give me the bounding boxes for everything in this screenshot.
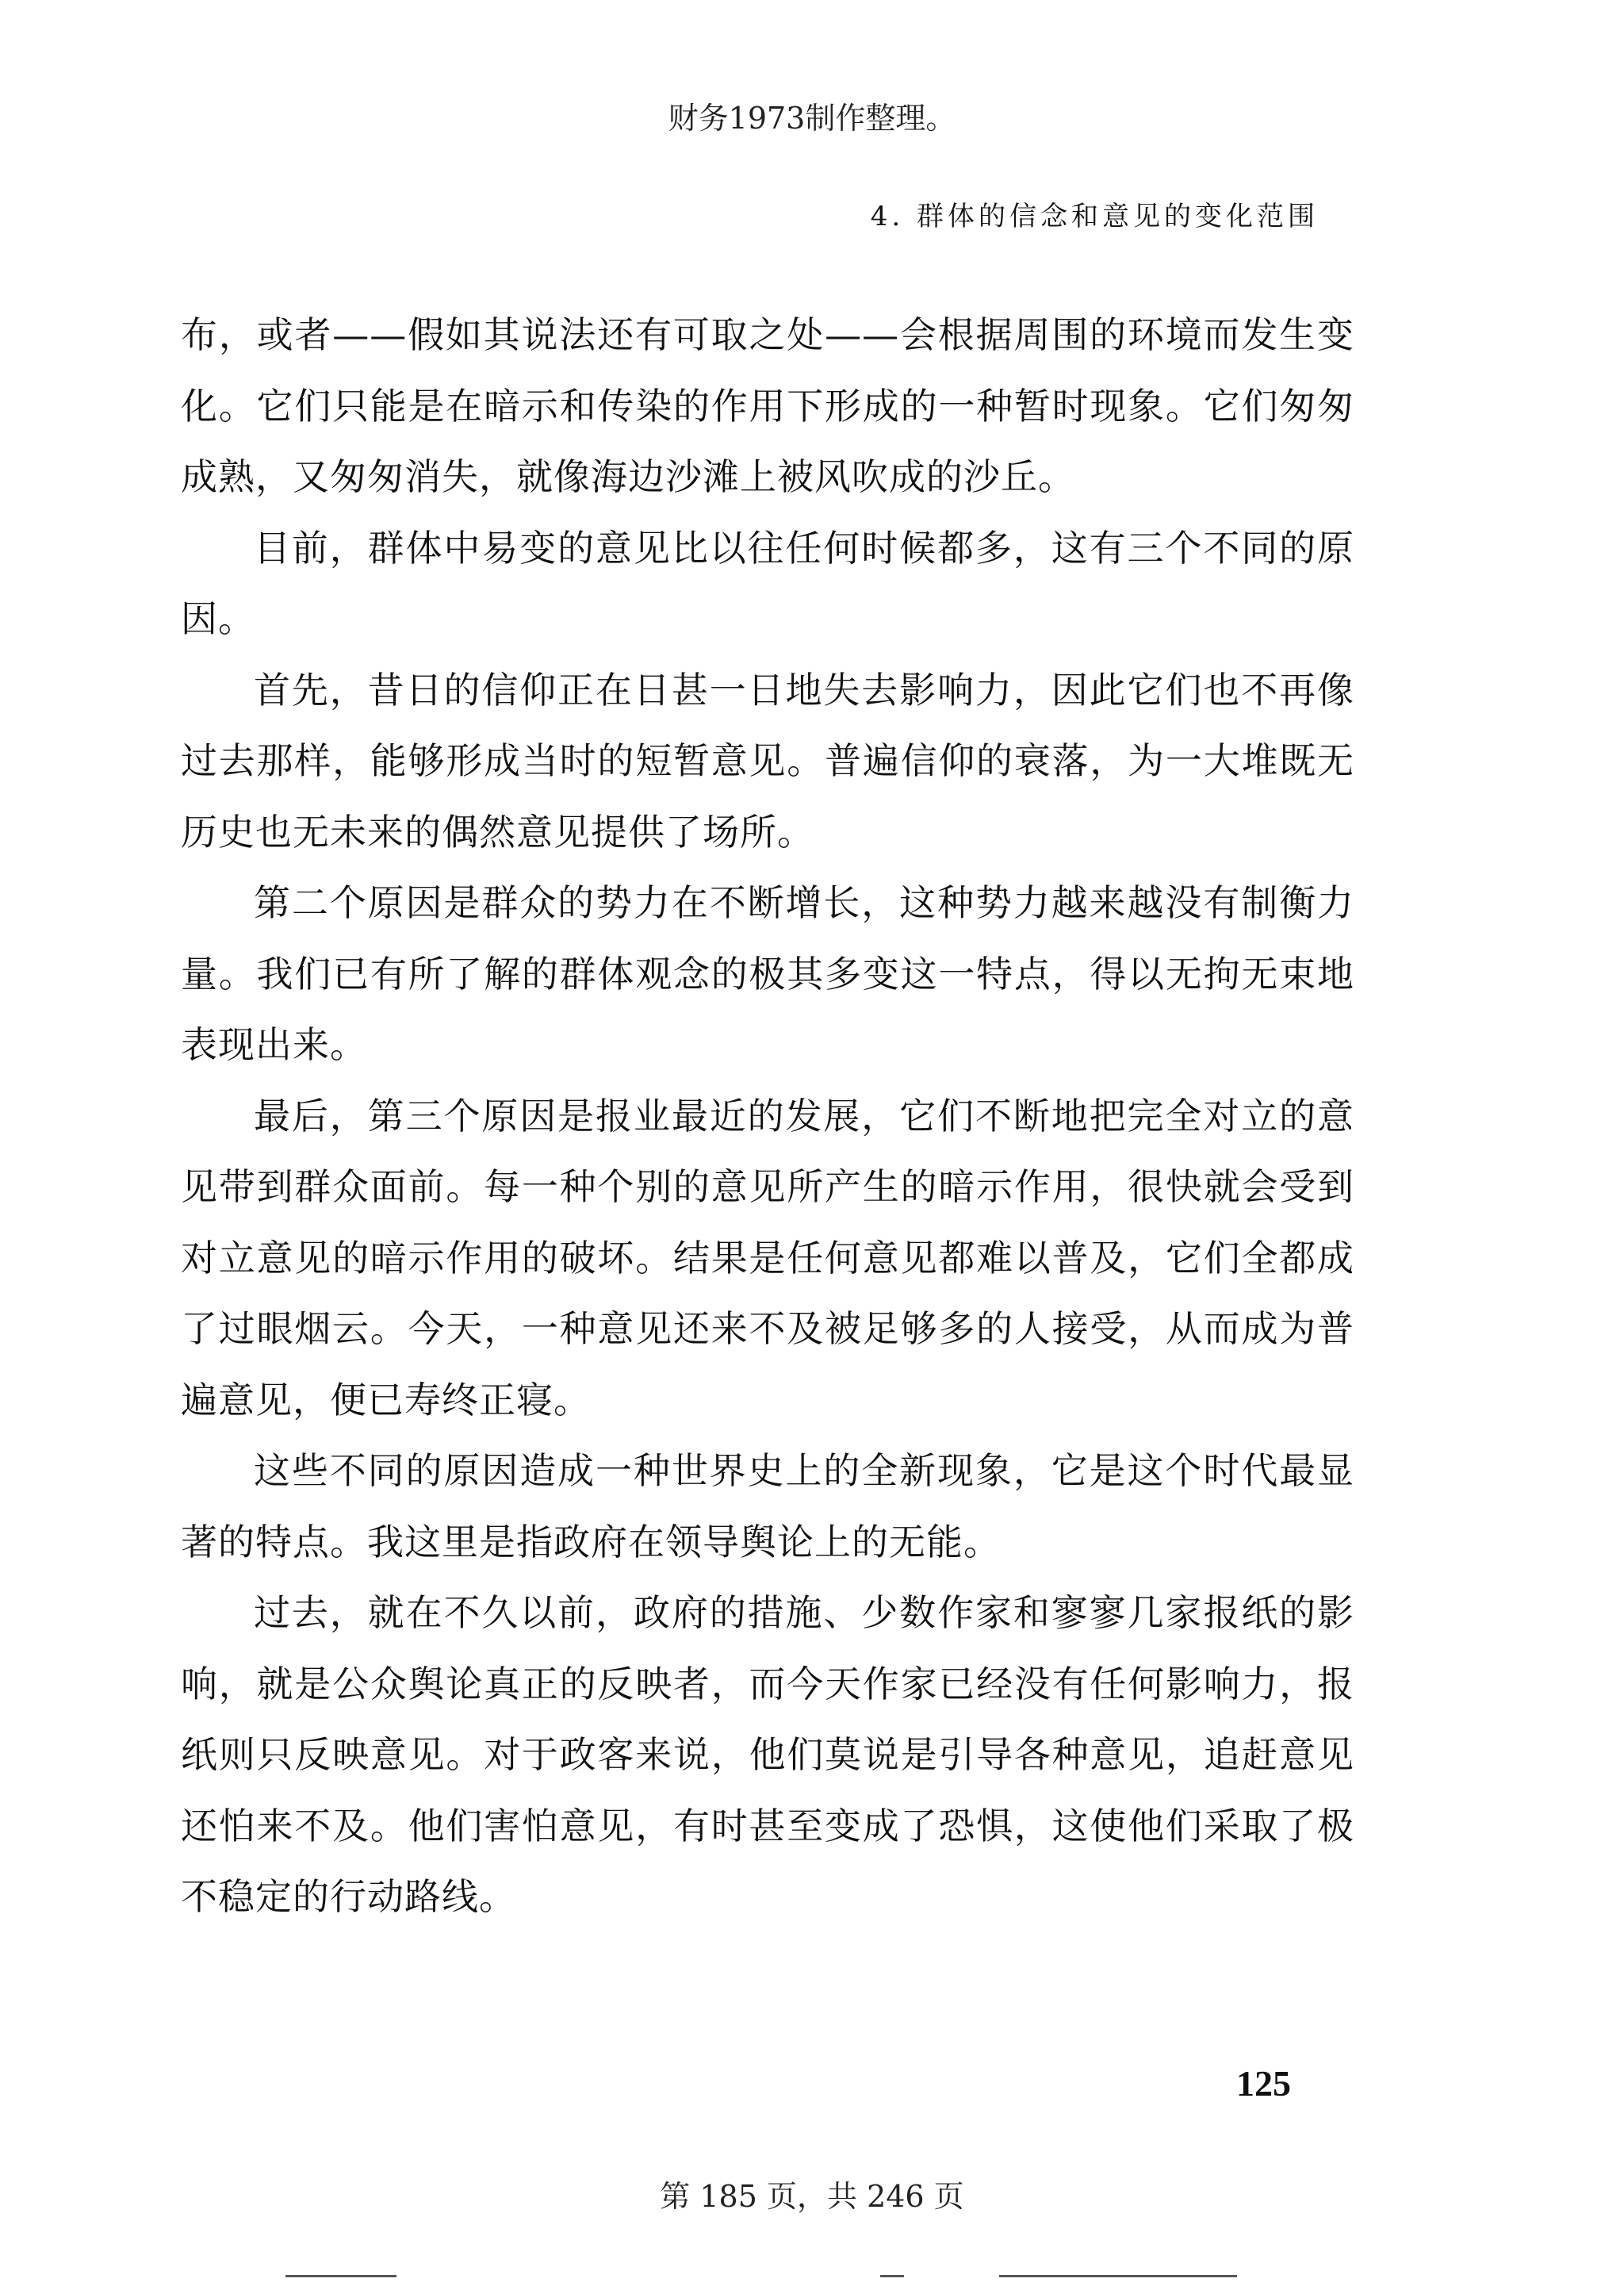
paragraph-7: 过去，就在不久以前，政府的措施、少数作家和寥寥几家报纸的影响，就是公众舆论真正的反映者，而今天作家已经没有任何影响力，报纸则只反映意见。对于政客来说，他们莫说是引导各种意见，追赶意见还怕来不及。他们害怕意见，有时甚至变成了恐惧，这使他们采取了极不稳定的行动路线。 [181, 1591, 1354, 1918]
scan-mark-center [880, 2275, 904, 2277]
page-number: 125 [1236, 2063, 1291, 2104]
paragraph-1: 布，或者——假如其说法还有可取之处——会根据周围的环境而发生变化。它们只能是在暗示和传染的作用下形成的一种暂时现象。它们匆匆成熟，又匆匆消失，就像海边沙滩上被风吹成的沙丘。 [181, 313, 1354, 498]
paragraph-3: 首先，昔日的信仰正在日甚一日地失去影响力，因此它们也不再像过去那样，能够形成当时的短暂意见。普遍信仰的衰落，为一大堆既无历史也无未来的偶然意见提供了场所。 [181, 668, 1354, 853]
paragraph-4: 第二个原因是群众的势力在不断增长，这种势力越来越没有制衡力量。我们已有所了解的群体观念的极其多变这一特点，得以无拘无束地表现出来。 [181, 881, 1354, 1066]
paragraph-6: 这些不同的原因造成一种世界史上的全新现象，它是这个时代最显著的特点。我这里是指政府在领导舆论上的无能。 [181, 1449, 1354, 1563]
watermark: 财务1973制作整理。 [668, 101, 956, 136]
running-head: 4. 群体的信念和意见的变化范围 [870, 201, 1319, 232]
paragraph-2: 目前，群体中易变的意见比以往任何时候都多，这有三个不同的原因。 [181, 526, 1354, 640]
scan-mark-right [999, 2275, 1237, 2277]
body-text [181, 300, 1354, 1933]
paragraph-5: 最后，第三个原因是报业最近的发展，它们不断地把完全对立的意见带到群众面前。每一种个别的意见所产生的暗示作用，很快就会受到对立意见的暗示作用的破坏。结果是任何意见都难以普及，它们全都成了过眼烟云。今天，一种意见还来不及被足够多的人接受，从而成为普遍意见，便已寿终正寝。 [181, 1094, 1354, 1421]
scan-mark-left [285, 2275, 396, 2277]
page-footer: 第 185 页，共 246 页 [660, 2179, 964, 2214]
